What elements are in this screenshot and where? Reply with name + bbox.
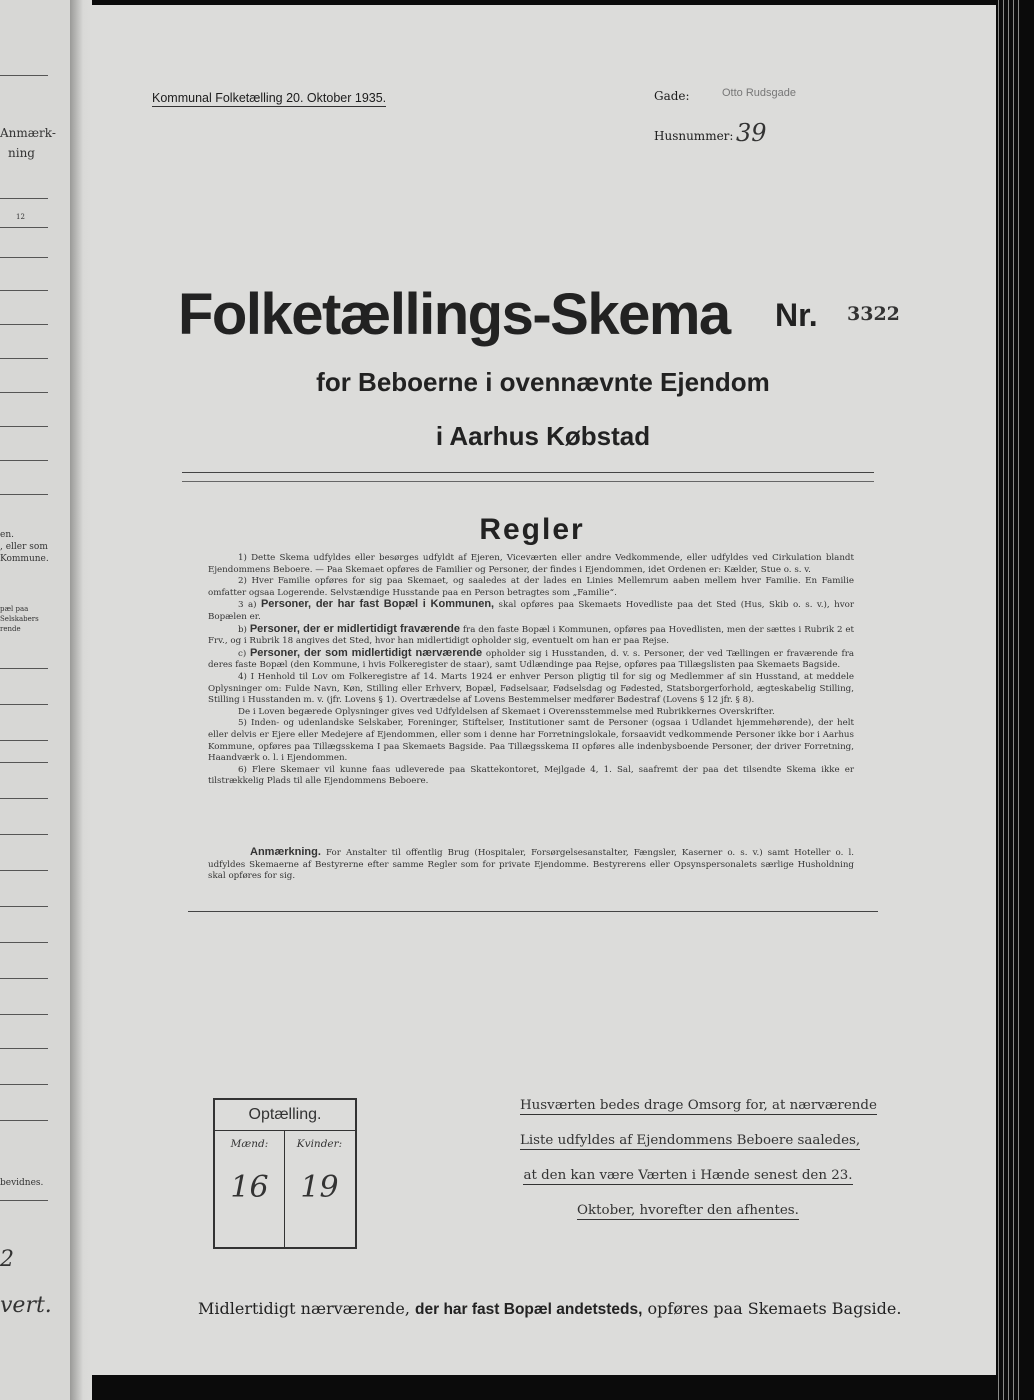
- book-gutter: [70, 0, 92, 1400]
- notice-text: Husværten bedes drage Omsorg for, at nærværende: [520, 1098, 877, 1113]
- form-subtitle: for Beboerne i ovennævnte Ejendom: [316, 367, 770, 397]
- footer-bold: der har fast Bopæl andetsteds,: [415, 1301, 643, 1318]
- divider: [0, 75, 48, 76]
- left-text-fragment: , eller som: [0, 542, 48, 552]
- divider: [182, 481, 874, 482]
- rule-3b: [208, 624, 854, 648]
- notice-line: [520, 1202, 856, 1219]
- divider: [0, 870, 48, 871]
- form-nr-value: 3322: [847, 303, 900, 325]
- rule-3c-number: c): [238, 648, 247, 659]
- left-text-fragment: bevidnes.: [0, 1178, 44, 1188]
- left-page-fragment: [0, 0, 70, 1400]
- form-title: Folketællings-Skema: [178, 282, 730, 347]
- divider: [0, 1200, 48, 1201]
- notice-text: Liste udfyldes af Ejendommens Beboere saaledes,: [520, 1133, 861, 1148]
- form-subtitle-city: i Aarhus Købstad: [435, 421, 651, 451]
- notice-text: Oktober, hvorefter den afhentes.: [577, 1203, 799, 1218]
- footer-pre: Midlertidigt nærværende,: [198, 1299, 410, 1318]
- rule-3a-text: skal opføres paa Skemaets Hovedliste paa det Sted (Hus, Skib o. s. v.), hvor Bopælen er.: [208, 600, 855, 622]
- divider: [0, 198, 48, 199]
- left-label: ning: [8, 146, 35, 160]
- optaelling-box: [213, 1098, 357, 1249]
- left-text-fragment: rende: [0, 625, 21, 633]
- rule-4: 4) I Henhold til Lov om Folkeregistre af 14. Marts 1924 er enhver Person pligtig til for sig og Medlemmer af sin Husstand, at meddele Oplysninger om: Fulde Navn, Køn, Stilling eller Erhverv, Bopæl, Fødselsaar, Fødselsdag og Fødested, Statsborgerforhold, ægteskabelig Stilling, Stilling i Husstanden m. v. (jfr. Lovens § 1). Overtrædelse af Lovens Bestemmelser medfører Bødestraf (Lovens § 12 jfr. § 8).: [208, 671, 854, 706]
- footer-note: [198, 1299, 901, 1319]
- left-handwriting: vert.: [0, 1293, 52, 1318]
- left-handwriting: 2: [0, 1247, 14, 1272]
- gade-stamp: Otto Rudsgade: [722, 87, 796, 99]
- census-header: Kommunal Folketælling 20. Oktober 1935.: [152, 91, 387, 105]
- notice-text: at den kan være Værten i Hænde senest den 23.: [523, 1168, 853, 1183]
- left-label: Anmærk-: [0, 126, 56, 140]
- anmaerkning-note: [208, 847, 854, 883]
- rule-5: 5) Inden- og udenlandske Selskaber, Foreninger, Stiftelser, Institutioner samt de Personer (ogsaa i Udlandet hjemmehørende), der helt eller delvis er Ejere eller Medejere af Ejendommen, eller som i denne har Forretningslokale, forsaavidt vedkommende Personer ikke bor i Aarhus Kommune, opføres paa Tillægsskema I paa Skemaets Bagside. Paa Tillægsskema II opføres alle indenbysboende Personer, der driver Forretning, Haandværk o. l. i Ejendommen.: [208, 718, 854, 764]
- divider: [0, 290, 48, 291]
- footer-post: opføres paa Skemaets Bagside.: [647, 1299, 902, 1318]
- notice-line: [520, 1097, 877, 1114]
- regler-heading: Regler: [479, 513, 585, 546]
- divider: [0, 978, 48, 979]
- anmaerkning-heading: Anmærkning.: [250, 846, 321, 858]
- notice-line: [520, 1132, 861, 1149]
- gade-label: Gade:: [654, 89, 690, 103]
- notice-line: [520, 1167, 856, 1184]
- left-text-fragment: Selskabers: [0, 615, 39, 623]
- rule-3c-text: opholder sig i Husstanden, d. v. s. Personer, der ved Tællingen er fraværende fra deres faste Bopæl (den Kommune, i hvis Folkeregister de staar), samt Udlændinge paa Rejse, opføres paa Tillægslisten paa Skemaets Bagside.: [208, 648, 855, 671]
- husnummer-label: Husnummer:: [654, 129, 734, 143]
- divider: [0, 740, 48, 741]
- divider: [0, 942, 48, 943]
- divider: [0, 227, 48, 228]
- rule-3c: [208, 648, 854, 672]
- divider: [0, 668, 48, 669]
- left-text-fragment: Kommune.: [0, 554, 49, 564]
- divider: [0, 906, 48, 907]
- divider: [0, 494, 48, 495]
- form-nr-label: Nr.: [775, 297, 818, 333]
- rule-4b: De i Loven begærede Oplysninger gives ved Udfyldelsen af Skemaet i Overensstemmelse med Rubrikkernes Overskrifter.: [238, 706, 775, 717]
- divider: [182, 472, 874, 473]
- divider: [188, 911, 878, 912]
- divider: [0, 1084, 48, 1085]
- rule-3a: [208, 599, 854, 623]
- rule-6: 6) Flere Skemaer vil kunne faas udleverede paa Skattekontoret, Mejlgade 4, 1. Sal, saafremt der paa det tilsendte Skema ikke er tilstrækkelig Plads til alle Ejendommens Beboere.: [208, 764, 854, 787]
- divider: [0, 834, 48, 835]
- anmaerkning-text: For Anstalter til offentlig Brug (Hospitaler, Forsørgelsesanstalter, Fængsler, Kaserner o. s. v.) samt Hoteller o. l. udfyldes Skemaerne af Bestyrerne efter samme Regler som for private Ejendomme. Bestyrerens eller Opsynspersonalets særlige Husholdning skal opføres for sig.: [208, 848, 854, 882]
- regler-text: [208, 553, 854, 788]
- divider: [0, 762, 48, 763]
- rule-3b-text: fra den faste Bopæl i Kommunen, opføres paa Hovedlisten, men der sættes i Rubrik 2 et Frv., og i Rubrik 18 angives det Sted, hvor han midlertidigt opholder sig, eventuelt om han er paa Rejse.: [208, 624, 855, 647]
- left-text-fragment: pæl paa: [0, 605, 29, 613]
- rule-1: 1) Dette Skema udfyldes eller besørges udfyldt af Ejeren, Viceværten eller andre Vedkommende, eller udfyldes ved Cirkulation blandt Ejendommens Beboere. — Paa Skemaet opføres de Familier og Personer, der findes i Ejendommen, idet Ordenen er: Kælder, Stue o. s. v.: [208, 553, 854, 575]
- rule-3c-heading: Personer, der som midlertidigt nærværende: [249, 646, 483, 659]
- optaelling-title: Optælling.: [248, 1106, 322, 1123]
- divider: [0, 460, 48, 461]
- rule-3a-heading: Personer, der har fast Bopæl i Kommunen,: [260, 598, 495, 611]
- husnummer-value: 39: [736, 119, 767, 147]
- box-divider: [215, 1130, 355, 1131]
- rule-3b-number: b): [238, 624, 247, 635]
- divider: [0, 798, 48, 799]
- maend-label: Mænd:: [230, 1138, 269, 1150]
- divider: [0, 392, 48, 393]
- page-edges: [996, 0, 1020, 1400]
- divider: [0, 1120, 48, 1121]
- divider: [0, 257, 48, 258]
- left-text-fragment: en.: [0, 530, 14, 540]
- divider: [0, 1014, 48, 1015]
- census-form-page: [90, 5, 996, 1375]
- divider: [0, 426, 48, 427]
- rule-3a-number: 3 a): [238, 600, 257, 611]
- rule-3b-heading: Personer, der er midlertidigt fraværende: [249, 622, 460, 635]
- divider: [0, 324, 48, 325]
- kvinder-value: 19: [300, 1170, 339, 1205]
- divider: [0, 358, 48, 359]
- maend-value: 16: [230, 1170, 269, 1205]
- rule-2: 2) Hver Familie opføres for sig paa Skemaet, og saaledes at der lades en Linies Mellemrum aaben mellem hver Familie. En Familie omfatter ogsaa Logerende. Selvstændige Husstande paa en Person betragtes som „Familie“.: [208, 576, 854, 598]
- divider: [0, 1048, 48, 1049]
- divider: [0, 704, 48, 705]
- kvinder-label: Kvinder:: [296, 1138, 343, 1150]
- left-col-number: 12: [16, 213, 25, 221]
